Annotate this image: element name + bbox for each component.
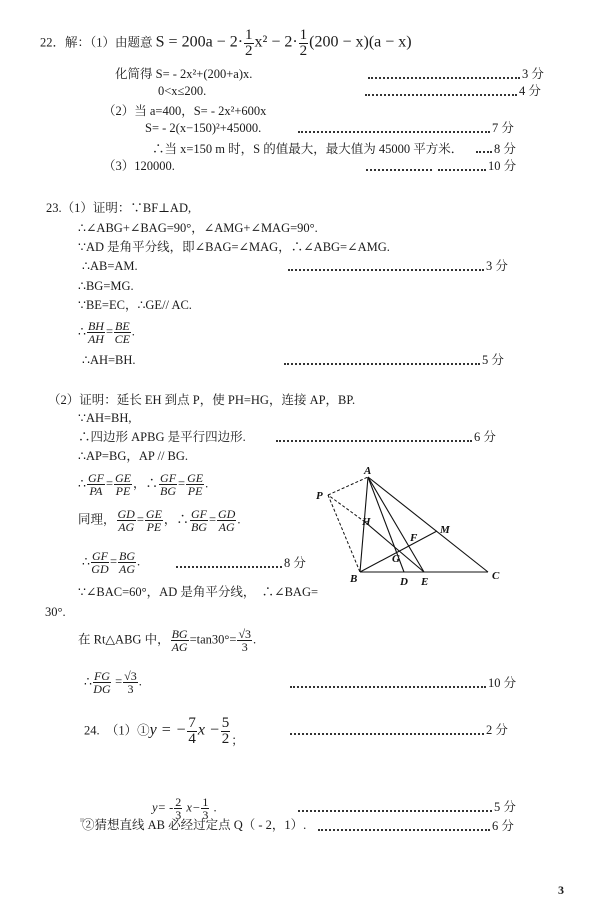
- period: .: [210, 800, 217, 815]
- semicolon: ；: [231, 733, 244, 748]
- numerator: GE: [145, 507, 162, 521]
- q23-p2-line-1: （2）证明：延长 EH 到点 P，使 PH=HG，连接 AP，BP.: [48, 393, 356, 407]
- eq-part: y = −: [149, 721, 187, 739]
- score: 2 分: [486, 723, 508, 737]
- therefore-symbol: ∴: [78, 476, 86, 491]
- separator: ，∴: [163, 512, 189, 527]
- denominator: 2: [221, 731, 230, 747]
- q22-line-6: ∴当 x=150 m 时，S 的值最大，最大值为 45000 平方米．: [152, 142, 464, 156]
- q23-p2-line-4: ∴AP=BG，AP // BG.: [78, 449, 189, 463]
- numerator: GD: [218, 507, 236, 521]
- equals: =: [208, 512, 216, 527]
- q24-line-1: [84, 716, 244, 748]
- denominator: 4: [188, 731, 196, 747]
- q23-line-8: ∴AH=BH.: [82, 353, 136, 367]
- segment-hp: [328, 495, 365, 522]
- label-a: A: [364, 465, 372, 477]
- numerator: √3: [238, 627, 252, 641]
- numerator: 1: [245, 27, 253, 43]
- q22-line-5: S= - 2(x−150)²+45000.: [145, 121, 262, 135]
- label-g: G: [392, 553, 400, 565]
- numerator: GD: [117, 507, 135, 521]
- numerator: √3: [124, 669, 137, 683]
- score: 3 分: [486, 259, 508, 273]
- denominator: 3: [127, 682, 134, 696]
- score: 5 分: [494, 800, 516, 814]
- fraction: [187, 716, 197, 747]
- equals: =: [109, 554, 118, 569]
- label-b: B: [350, 573, 358, 585]
- numerator: BH: [87, 319, 104, 333]
- label-e: E: [421, 576, 429, 588]
- score: 8 分: [284, 556, 306, 570]
- denominator: PE: [115, 484, 131, 498]
- numerator: 7: [188, 715, 196, 731]
- denominator: 3: [175, 808, 182, 822]
- q23-line-1: 23.（1）证明：∵BF⊥AD,: [46, 201, 192, 215]
- q22-line-2: 化简得 S= - 2x²+(200+a)x.: [115, 67, 253, 81]
- q23-p2-line-8: ∵∠BAC=60°，AD 是角平分线， ∴∠BAG=: [78, 585, 319, 599]
- denominator: BG: [190, 520, 207, 534]
- eq-part: x −: [197, 721, 220, 739]
- numerator: BE: [115, 319, 130, 333]
- segment-ap: [328, 477, 368, 495]
- q24-line-3: ②猜想直线 AB 必经过定点 Q（ - 2，1）.: [82, 818, 307, 832]
- q22-eq-part: (200 − x)(a − x): [309, 33, 412, 51]
- score: 8 分: [494, 142, 516, 156]
- q22-eq-part: S = 200a − 2·: [155, 33, 244, 51]
- equals: =: [111, 674, 123, 689]
- prefix: 在 Rt△ABG 中，: [78, 632, 170, 647]
- denominator: CE: [114, 332, 131, 346]
- period: .: [138, 674, 142, 689]
- denominator: AG: [171, 640, 188, 654]
- page-number: 3: [558, 883, 564, 897]
- therefore-symbol: ∴: [82, 554, 90, 569]
- equals: =tan30°=: [189, 632, 237, 647]
- q23-line-5: ∴BG=MG.: [78, 279, 134, 293]
- score: 4 分: [519, 84, 541, 98]
- denominator: 2: [245, 43, 253, 59]
- q22-eq-part: x² − 2·: [254, 33, 298, 51]
- denominator: AG: [118, 520, 135, 534]
- denominator: 3: [202, 808, 209, 822]
- denominator: DG: [93, 682, 111, 696]
- denominator: AG: [119, 562, 136, 576]
- numerator: 2: [175, 795, 182, 809]
- numerator: GF: [91, 549, 108, 563]
- score: 10 分: [488, 676, 517, 690]
- q22-line-7: （3）120000.: [103, 159, 175, 173]
- denominator: AG: [218, 520, 235, 534]
- label-h: H: [362, 516, 371, 528]
- denominator: PE: [146, 520, 162, 534]
- dot-leader: [298, 810, 492, 812]
- numerator: GF: [87, 471, 104, 485]
- period: .: [205, 476, 209, 491]
- denominator: BG: [160, 484, 177, 498]
- denominator: PA: [89, 484, 103, 498]
- denominator: GD: [91, 562, 109, 576]
- numerator: GF: [190, 507, 207, 521]
- score: 6 分: [492, 819, 514, 833]
- q23-line-4: ∴AB=AM.: [82, 259, 138, 273]
- q23-p2-line-3: ∴四边形 APBG 是平行四边形.: [78, 430, 246, 444]
- equals: =: [136, 512, 144, 527]
- eq-part: x−: [183, 800, 201, 815]
- segment-bm: [360, 531, 437, 572]
- label-f: F: [410, 532, 418, 544]
- equals: =: [105, 324, 114, 339]
- denominator: 3: [241, 640, 248, 654]
- label-d: D: [400, 576, 408, 588]
- numerator: GE: [115, 471, 132, 485]
- period: .: [253, 632, 257, 647]
- label-c: C: [492, 570, 500, 582]
- period: .: [131, 324, 135, 339]
- label-m: M: [440, 524, 450, 536]
- denominator: AH: [87, 332, 104, 346]
- numerator: 1: [299, 27, 308, 43]
- numerator: FG: [93, 669, 110, 683]
- score: 3 分: [522, 67, 544, 81]
- numerator: GF: [160, 471, 177, 485]
- numerator: BG: [171, 627, 188, 641]
- therefore-symbol: ∴: [84, 674, 92, 689]
- score: 10 分: [488, 159, 517, 173]
- denominator: PE: [187, 484, 203, 498]
- q22-line-4: （2）当 a=400，S= - 2x²+600x: [103, 104, 267, 118]
- dot-leader: [318, 829, 490, 831]
- prefix: 同理，: [78, 512, 116, 527]
- fraction: [221, 716, 231, 747]
- label-p: P: [316, 490, 323, 502]
- q23-line-2: ∴∠ABG+∠BAG=90°，∠AMG+∠MAG=90°.: [78, 221, 318, 235]
- q22-line-3: 0<x≤200.: [158, 84, 207, 98]
- prefix: 24. （1）①: [84, 723, 150, 738]
- q23-p2-line-9: 30°.: [45, 605, 66, 619]
- numerator: BG: [119, 549, 136, 563]
- period: .: [137, 554, 141, 569]
- numerator: 5: [221, 715, 230, 731]
- eq-part: y= -: [152, 800, 174, 815]
- equals: =: [178, 476, 186, 491]
- score: 6 分: [474, 430, 496, 444]
- dot-leader: [290, 733, 484, 735]
- score: 5 分: [482, 353, 504, 367]
- q22-heading: 22．解：（1）由题意: [40, 35, 153, 50]
- numerator: GE: [187, 471, 204, 485]
- denominator: 2: [299, 43, 308, 59]
- q23-line-6: ∵BE=EC，∴GE// AC.: [78, 298, 192, 312]
- equals: =: [105, 476, 114, 491]
- period: .: [237, 512, 241, 527]
- q23-p2-line-2: ∵AH=BH,: [78, 411, 132, 425]
- q23-line-3: ∵AD 是角平分线，即∠BAG=∠MAG，∴∠ABG=∠AMG.: [78, 240, 390, 254]
- score: 7 分: [492, 121, 514, 135]
- therefore-symbol: ∴: [78, 324, 86, 339]
- separator: ，∴: [133, 476, 159, 491]
- numerator: 1: [202, 795, 209, 809]
